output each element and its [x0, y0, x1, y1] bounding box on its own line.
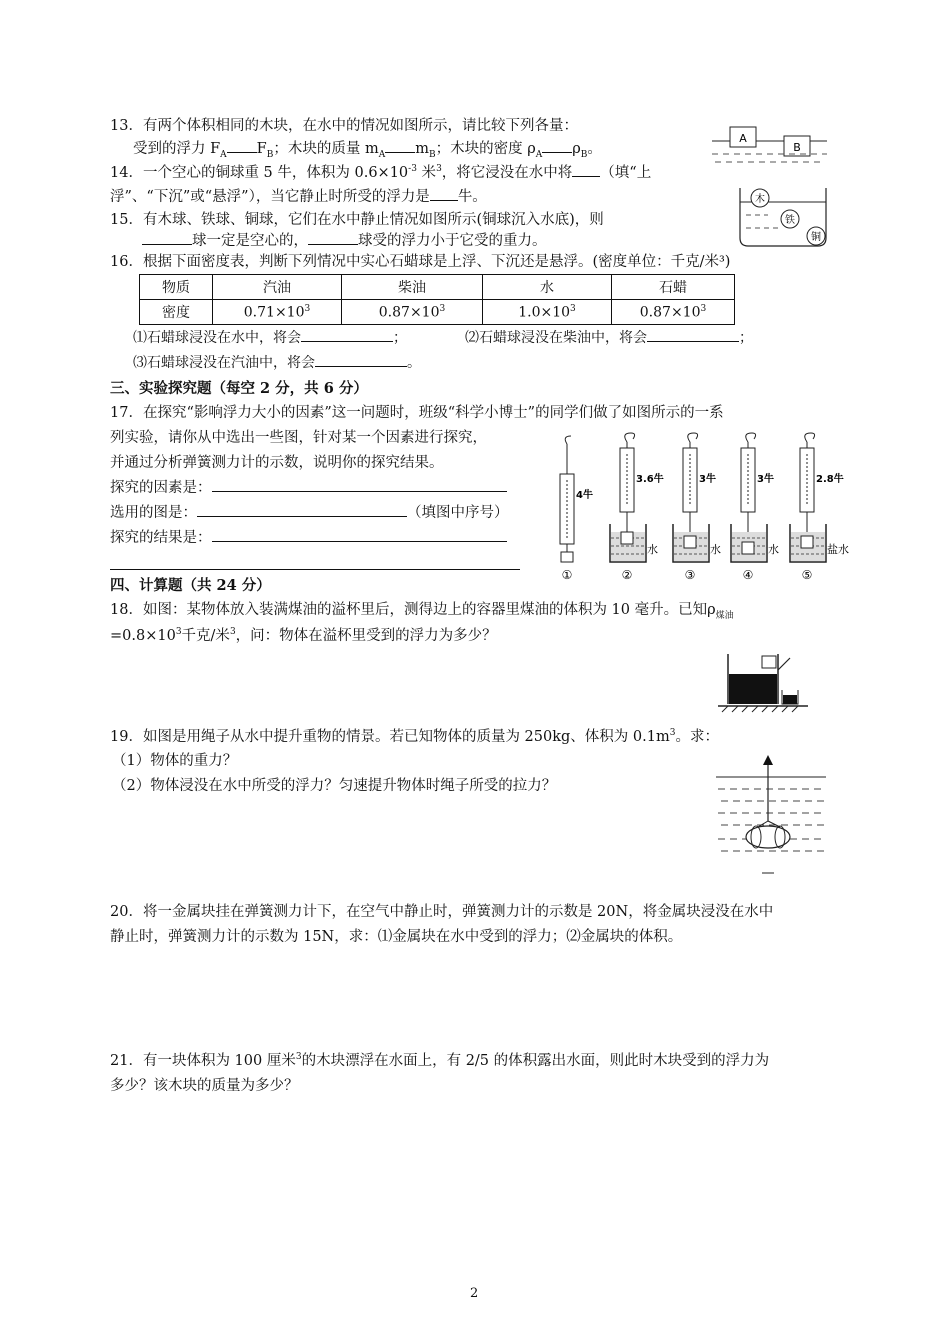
- q19-part1: （1）物体的重力？: [112, 753, 238, 769]
- liquid-5: 盐水: [827, 543, 849, 556]
- liquid-3: 水: [710, 543, 721, 556]
- reading-2: 3.6牛: [636, 474, 664, 485]
- q19-part2: （2）物体浸没在水中所受的浮力？匀速提升物体时绳子所受的拉力？: [112, 778, 557, 794]
- q17-line3: 并通过分析弹簧测力计的示数，说明你的探究结果。: [110, 455, 444, 471]
- fig-num-3: ③: [684, 568, 696, 582]
- q13-line2: 受到的浮力 $F_A$ $F_B$；木块的质量 $m_A$ $m_B$；木块的密度 $\rho_A$ $\rho_B$。: [133, 141, 602, 160]
- fig-num-2: ②: [621, 568, 633, 582]
- q16-line1: 16．根据下面密度表，判断下列情况中实心石蜡球是上浮、下沉还是悬浮。(密度单位：千克/米³): [110, 254, 731, 270]
- table-row: [140, 300, 735, 325]
- q19-figure: [716, 755, 826, 875]
- q16-part3: ⑶石蜡球浸没在汽油中，将会 。: [133, 355, 421, 371]
- q21-line1: 21．有一块体积为 100 厘米$^3$的木块漂浮在水面上，有 2/5 的体积露出水面，则此时木块受到的浮力为: [110, 1052, 770, 1069]
- table-header: 柴油: [342, 275, 483, 300]
- reading-1: 4牛: [576, 490, 593, 501]
- table-row: [140, 275, 735, 300]
- q18-line2: $=0.8\times 10^3$千克/米$^3$，问：物体在溢杯里受到的浮力为多少？: [110, 627, 497, 644]
- table-cell: $0.71\times 10^3$: [213, 300, 342, 325]
- reading-3: 3牛: [699, 474, 716, 485]
- q16-part1: ⑴石蜡球浸没在水中，将会 ；: [133, 330, 407, 346]
- q19-line1: 19．如图是用绳子从水中提升重物的情景。若已知物体的质量为 250kg、体积为 $0.1m^3$。求：: [110, 728, 719, 745]
- fig-num-5: ⑤: [801, 568, 813, 582]
- reading-4: 3牛: [757, 474, 774, 485]
- q17-figure: [545, 432, 855, 584]
- section-4-title: 四、计算题（共 24 分）: [110, 577, 271, 594]
- q20-line2: 静止时，弹簧测力计的示数为 15N，求：⑴金属块在水中受到的浮力；⑵金属块的体积。: [110, 929, 683, 945]
- spring-scale-2: [610, 433, 664, 562]
- q17-line2: 列实验，请你从中选出一些图，针对某一个因素进行探究，: [110, 430, 487, 446]
- q13-fig-label-b: B: [793, 141, 801, 154]
- q18-figure: [718, 650, 813, 715]
- table-header: 石蜡: [612, 275, 735, 300]
- table-header: 物质: [140, 275, 213, 300]
- table-cell: $0.87\times 10^3$: [612, 300, 735, 325]
- q15-line1: 15．有木球、铁球、铜球，它们在水中静止情况如图所示(铜球沉入水底)，则: [110, 212, 604, 228]
- q18-line1: 18．如图：某物体放入装满煤油的溢杯里后，测得边上的容器里煤油的体积为 10 毫升。已知$\rho_{煤油}$: [110, 602, 734, 621]
- q17-figures: 选用的图是： （填图中序号）: [110, 505, 509, 521]
- fig-num-4: ④: [742, 568, 754, 582]
- q13-figure: [712, 124, 827, 166]
- q17-result: 探究的结果是：: [110, 530, 507, 547]
- q17-line1: 17．在探究“影响浮力大小的因素”这一问题时，班级“科学小博士”的同学们做了如图所示的一系: [110, 405, 724, 421]
- q14-line1: 14．一个空心的铜球重 5 牛，体积为 $0.6\times 10^{-3}$ 米$^3$，将它浸没在水中将 （填“上: [110, 164, 652, 181]
- q13-fig-label-a: A: [739, 132, 747, 145]
- spring-scale-1: [560, 436, 593, 562]
- q17-result-blank-line: [110, 555, 520, 570]
- page-number: 2: [470, 1286, 479, 1301]
- table-cell: $1.0\times 10^3$: [483, 300, 612, 325]
- spring-scale-4: [731, 433, 779, 562]
- q13-line1: 13．有两个体积相同的木块，在水中的情况如图所示，请比较下列各量：: [110, 118, 578, 134]
- liquid-4: 水: [768, 543, 779, 556]
- reading-5: 2.8牛: [816, 474, 844, 485]
- q15-fig-copper: 铜: [811, 232, 821, 243]
- table-row-label: 密度: [140, 300, 213, 325]
- table-header: 汽油: [213, 275, 342, 300]
- q17-factor: 探究的因素是：: [110, 480, 507, 497]
- q15-fig-wood: 木: [755, 194, 765, 205]
- density-table: [139, 274, 735, 325]
- q15-fig-iron: 铁: [785, 215, 795, 226]
- q15-figure: [738, 188, 828, 248]
- q15-line2: 球一定是空心的， 球受的浮力小于它受的重力。: [142, 233, 547, 250]
- q20-line1: 20．将一金属块挂在弹簧测力计下，在空气中静止时，弹簧测力计的示数是 20N，将金属块浸没在水中: [110, 904, 774, 920]
- spring-scale-5: [790, 433, 849, 562]
- spring-scale-3: [673, 433, 721, 562]
- fig-num-1: ①: [561, 568, 573, 582]
- q14-line2: 浮”、“下沉”或“悬浮”），当它静止时所受的浮力是 牛。: [110, 189, 487, 205]
- table-header: 水: [483, 275, 612, 300]
- table-cell: $0.87\times 10^3$: [342, 300, 483, 325]
- section-3-title: 三、实验探究题（每空 2 分，共 6 分）: [110, 380, 368, 397]
- liquid-2: 水: [647, 543, 658, 556]
- q21-line2: 多少？该木块的质量为多少？: [110, 1078, 299, 1094]
- q16-part2: ⑵石蜡球浸没在柴油中，将会 ；: [465, 330, 753, 346]
